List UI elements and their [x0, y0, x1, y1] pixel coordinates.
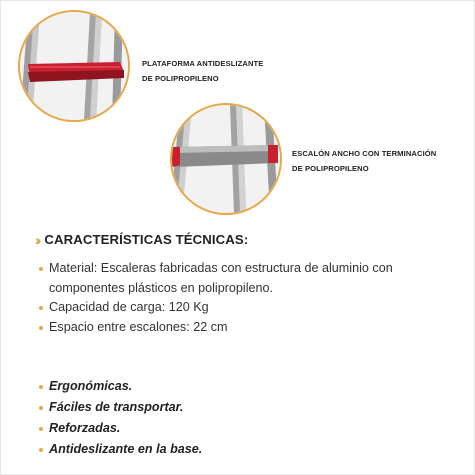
features-list: [39, 376, 202, 460]
spec-line: Capacidad de carga: 120 Kg: [49, 300, 209, 314]
ladder-platform-illustration: [20, 12, 128, 120]
feature-text: Fáciles de transportar.: [49, 400, 184, 414]
bullet-icon: [39, 385, 43, 389]
list-item: [39, 439, 202, 460]
bullet-icon: [39, 326, 43, 330]
feature-text: Reforzadas.: [49, 421, 121, 435]
bullet-icon: [39, 427, 43, 431]
platform-caption: [142, 56, 263, 86]
technical-specs-title: CARACTERÍSTICAS TÉCNICAS:: [44, 232, 249, 247]
technical-specs-heading: [35, 231, 248, 249]
list-item: [39, 418, 202, 439]
bullet-icon: [39, 448, 43, 452]
step-caption-line-2: DE POLIPROPILENO: [292, 164, 369, 173]
list-item: [39, 318, 459, 338]
step-caption: [292, 146, 436, 176]
feature-text: Antideslizante en la base.: [49, 442, 203, 456]
platform-detail-image: [18, 10, 130, 122]
bullet-icon: [39, 306, 43, 310]
double-chevron-icon: ››: [35, 232, 39, 248]
platform-caption-line-2: DE POLIPROPILENO: [142, 74, 219, 83]
feature-text: Ergonómicas.: [49, 379, 133, 393]
list-item: [39, 397, 202, 418]
spec-line: componentes plásticos en polipropileno.: [49, 280, 274, 295]
list-item: [39, 259, 459, 298]
ladder-step-illustration: [172, 105, 280, 213]
step-caption-line-1: ESCALÓN ANCHO CON TERMINACIÓN: [292, 149, 437, 158]
specs-list: [39, 259, 459, 337]
step-detail-image: [170, 103, 282, 215]
spec-line: Espacio entre escalones: 22 cm: [49, 319, 228, 334]
bullet-icon: [39, 406, 43, 410]
platform-caption-line-1: PLATAFORMA ANTIDESLIZANTE: [142, 59, 264, 68]
spec-line: Material: Escaleras fabricadas con estructura de aluminio con: [49, 261, 393, 275]
bullet-icon: [39, 267, 43, 271]
list-item: [39, 376, 202, 397]
list-item: [39, 298, 459, 318]
